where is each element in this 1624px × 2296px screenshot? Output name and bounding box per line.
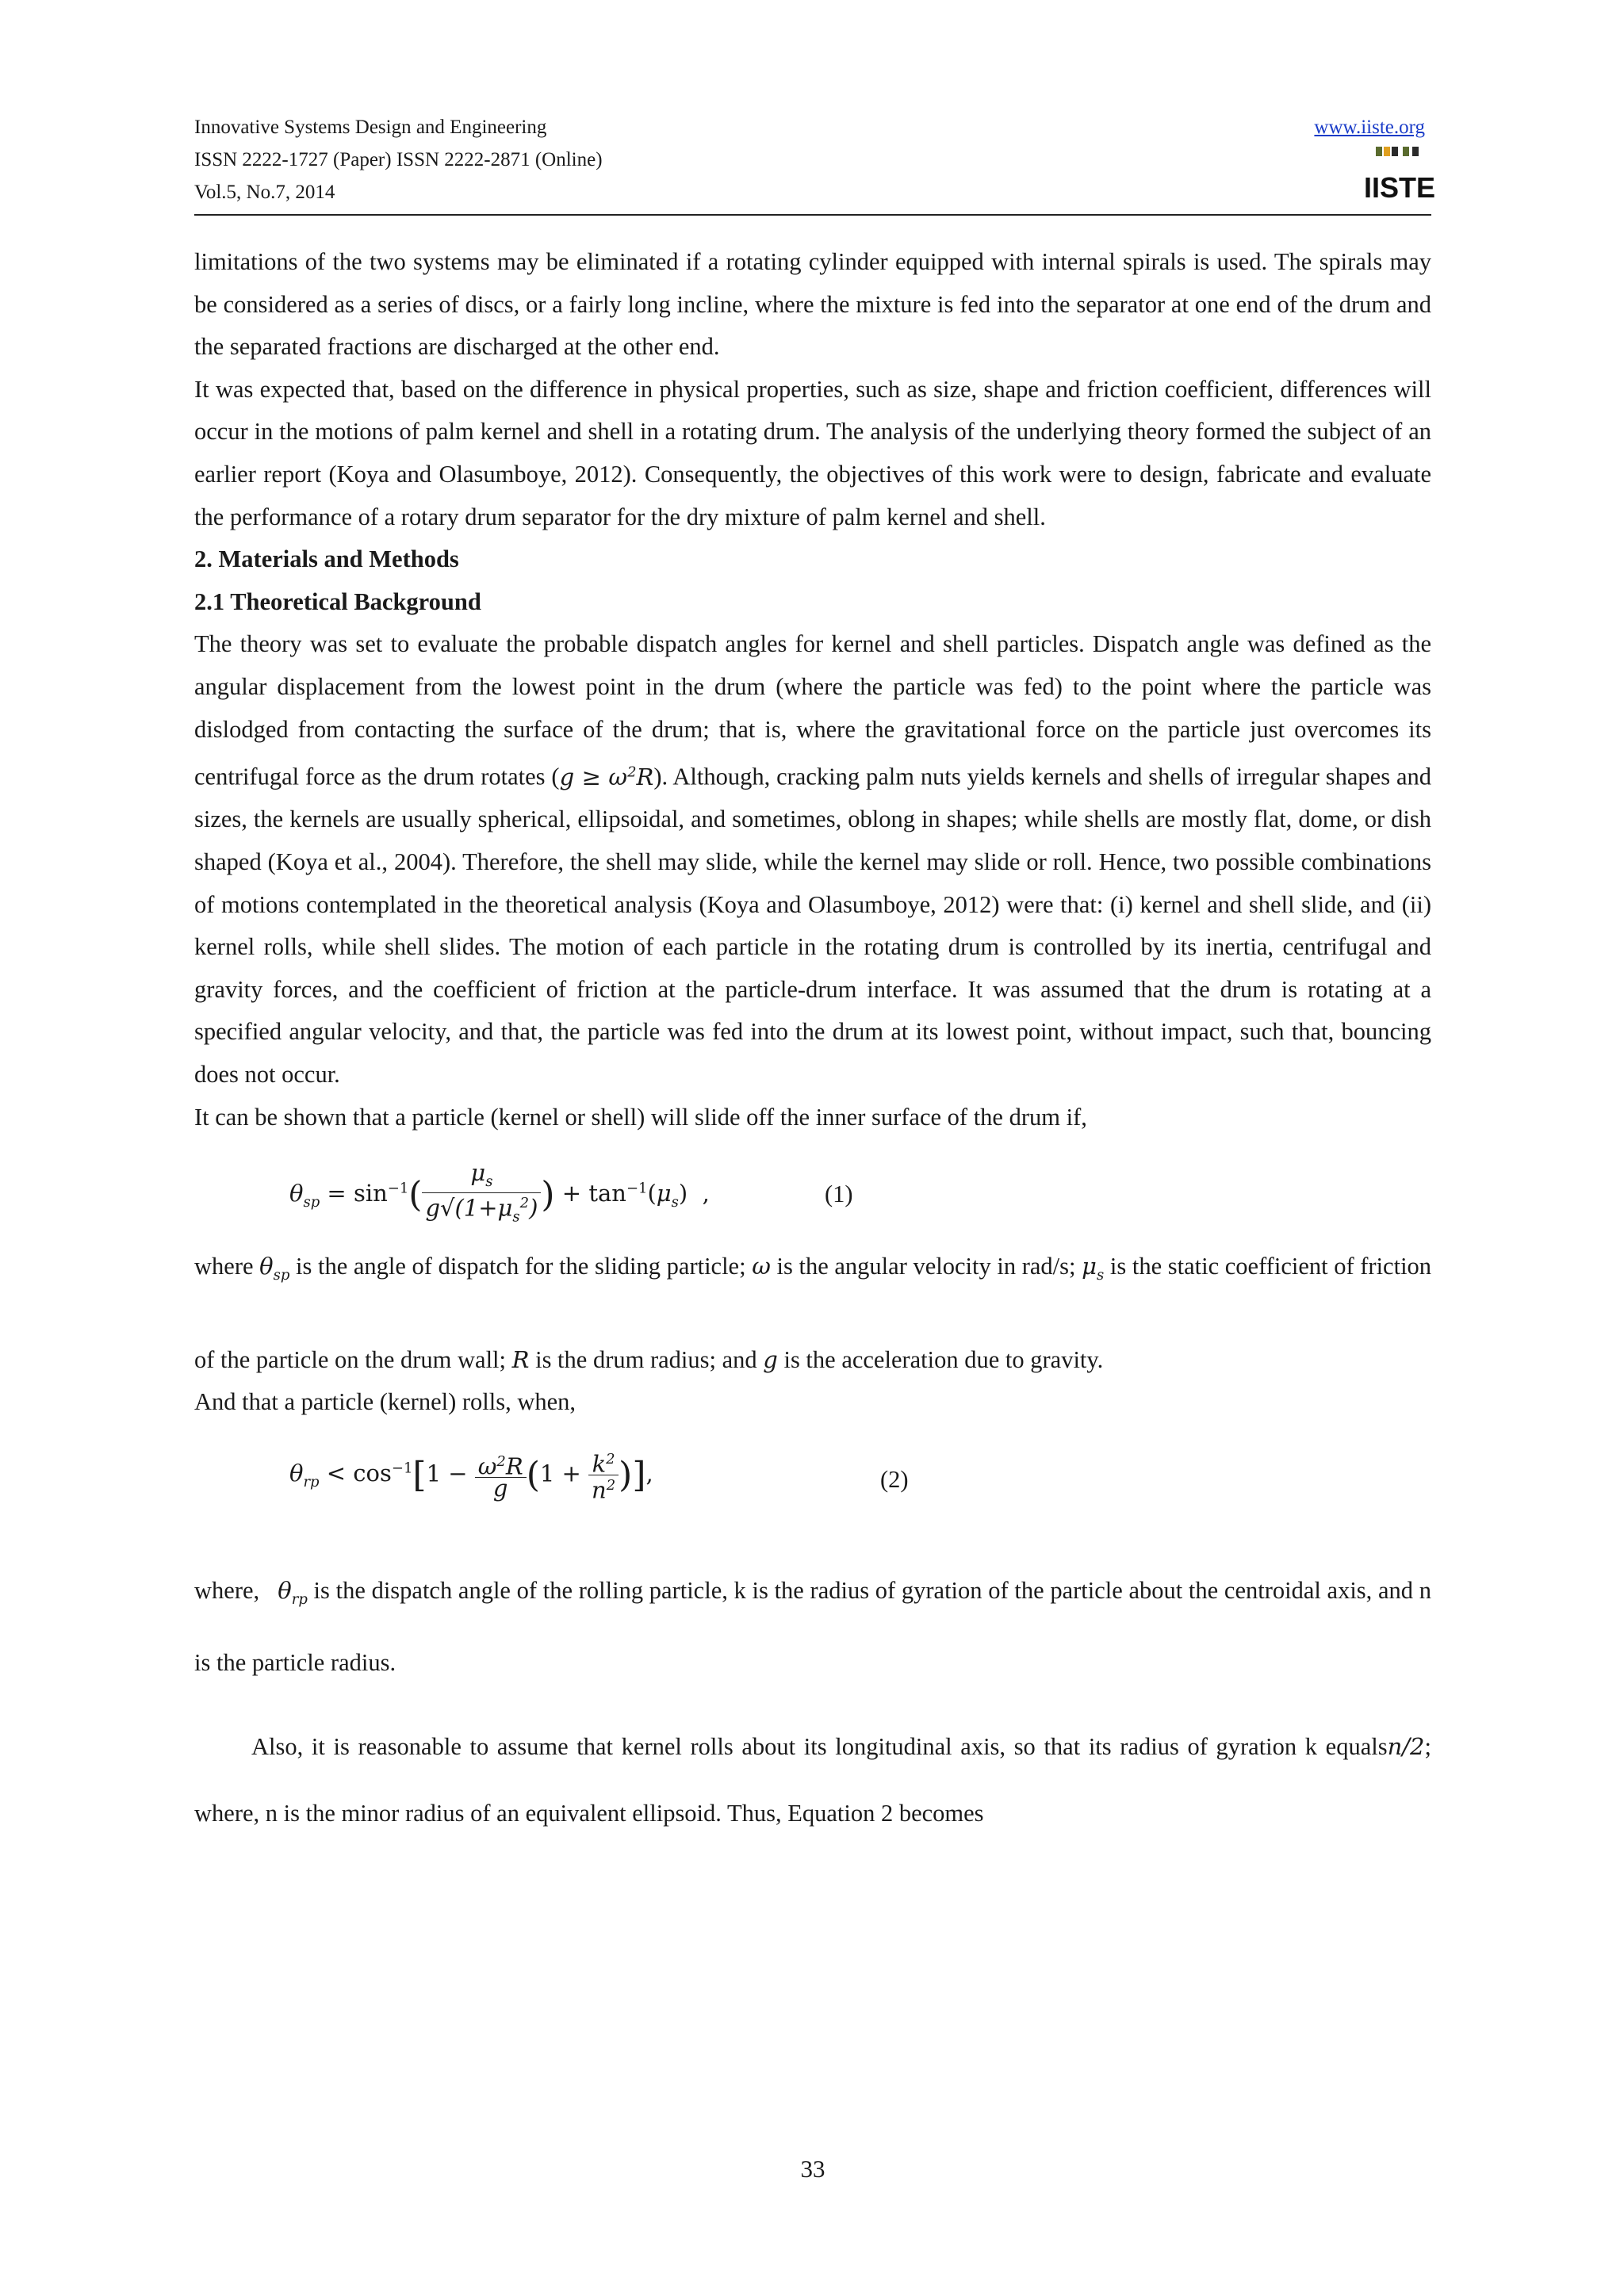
body-text xyxy=(194,241,1431,1846)
equation-2 xyxy=(194,1424,1431,1559)
equation-2-number: (2) xyxy=(880,1465,909,1493)
equation-1-formula: $\theta_{sp} = \sin^{-1}$( $\frac{\mu_s}{g√(1+\mu_s^2)}$ ) + $\tan^{-1}(\mu_s)$ , xyxy=(289,1162,710,1227)
equation-1 xyxy=(194,1138,1431,1234)
inline-math-condition: $g \ge \omega^2R$ xyxy=(559,763,654,790)
section-heading: 2. Materials and Methods xyxy=(194,545,459,573)
equation-2-formula: $\theta_{rp} < \cos^{-1}[1$ − $\frac{\omega^2R}{g}$ (1 + $\frac{k^2}{n^2}$ )], xyxy=(289,1450,653,1504)
paragraph-2: It was expected that, based on the difference in physical properties, such as size, shape and friction coefficient, differences will occur in the motions of palm kernel and shell in a rotating drum. The analysis of the underlying theory formed the subject of an earlier report (Koya and Olasumboye, 2012). Consequently, the objectives of this work were to design, fabricate and evaluate the performance of a rotary drum separator for the dry mixture of palm kernel and shell. xyxy=(194,375,1431,530)
equation-2-fraction: $\frac{\omega^2R}{g}$ xyxy=(475,1452,527,1498)
paragraph-8: Also, it is reasonable to assume that kernel rolls about its longitudinal axis, so that its radius of gyration k equalsn/2; where, n is the minor radius of an equivalent ellipsoid. Thus, Equation 2 becomes xyxy=(194,1733,1431,1827)
equation-1-number: (1) xyxy=(825,1181,853,1208)
paragraph-3 xyxy=(194,623,1431,1096)
paragraph-1: limitations of the two systems may be eliminated if a rotating cylinder equipped with internal spirals is used. The spirals may be considered as a series of discs, or a fairly long incline, where the mixture is fed into the separator at one end of the drum and the separated fractions are discharged at the other end. xyxy=(194,248,1431,361)
logo-text: IISTE xyxy=(1363,171,1436,204)
journal-url-link[interactable]: www.iiste.org xyxy=(1314,117,1425,138)
equation-1-fraction: $\frac{\mu_s}{g√(1+\mu_s^2)}$ xyxy=(422,1162,541,1227)
volume-line: Vol.5, No.7, 2014 xyxy=(194,182,335,203)
journal-name: Innovative Systems Design and Engineering xyxy=(194,117,547,138)
paragraph-5: where $\theta_{sp}$ is the angle of dispatch for the sliding particle; ω is the angular velocity in rad/s; $\mu_s$ is the static coefficient of friction of the particle on the drum wall; R is the drum radius; and g is the acceleration due to gravity. xyxy=(194,1253,1432,1373)
subsection-heading: 2.1 Theoretical Background xyxy=(194,587,481,615)
paragraph-7: where, $\theta_{rp}$ is the dispatch angle of the rolling particle, k is the radius of gyration of the particle about the centroidal axis, and n is the particle radius. xyxy=(194,1576,1432,1677)
issn-line: ISSN 2222-1727 (Paper) ISSN 2222-2871 (Online) xyxy=(194,149,603,170)
page-number: 33 xyxy=(800,2155,825,2183)
paragraph-4: It can be shown that a particle (kernel or shell) will slide off the inner surface of the drum if, xyxy=(194,1103,1087,1131)
paragraph-6: And that a particle (kernel) rolls, when, xyxy=(194,1387,576,1415)
iiste-logo-icon xyxy=(1363,145,1436,205)
paragraph-3-part-a: The theory was set to evaluate the probable dispatch angles for kernel and shell particles. Dispatch angle was defined as the angular displacement from the lowest point in the drum (where the particle was fed) to the point where the particle was dislodged from contacting the surface of the drum; that is, where the gravitational force on the particle just overcomes its centrifugal force as the drum rotates ( xyxy=(194,630,1431,790)
header-rule xyxy=(194,214,1431,216)
paragraph-3-part-b: ). Although, cracking palm nuts yields kernels and shells of irregular shapes and sizes, the kernels are usually spherical, ellipsoidal, and sometimes, oblong in shapes; while shells are mostly flat, dome, or dish shaped (Koya et al., 2004). Therefore, the shell may slide, while the kernel may slide or roll. Hence, two possible combinations of motions contemplated in the theoretical analysis (Koya and Olasumboye, 2012) were that: (i) kernel and shell slide, and (ii) kernel rolls, while shell slides. The motion of each particle in the rotating drum is controlled by its inertia, centrifugal and gravity forces, and the coefficient of friction at the particle-drum interface. It was assumed that the drum is rotating at a specified angular velocity, and that, the particle was fed into the drum at its lowest point, without impact, such that, bouncing does not occur. xyxy=(194,763,1431,1088)
